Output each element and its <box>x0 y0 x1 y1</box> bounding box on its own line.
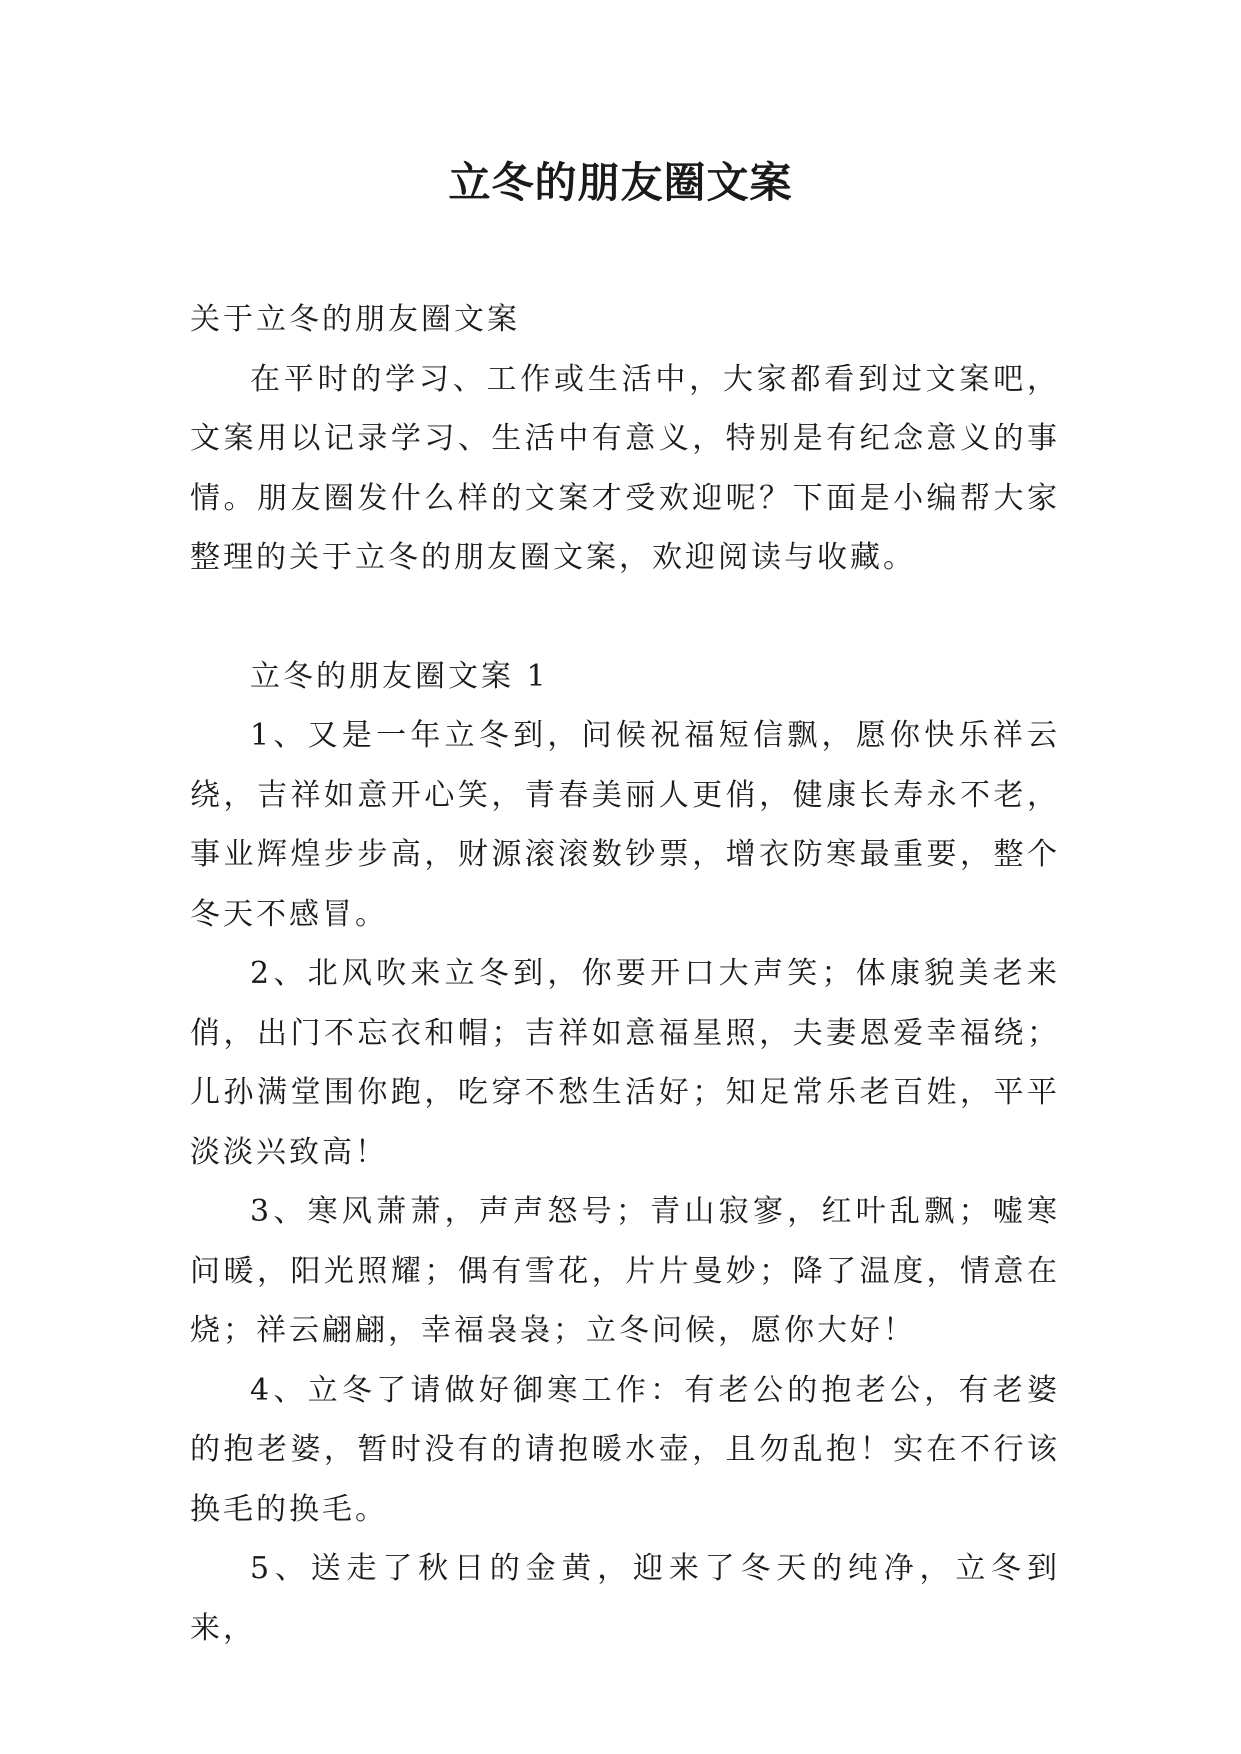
paragraph-spacer <box>190 588 1060 647</box>
list-item-1: 1、又是一年立冬到，问候祝福短信飘，愿你快乐祥云绕，吉祥如意开心笑，青春美丽人更俏，健康长寿永不老，事业辉煌步步高，财源滚滚数钞票，增衣防寒最重要，整个冬天不感冒。 <box>190 718 1060 932</box>
list-item-3: 3、寒风萧萧，声声怒号；青山寂寥，红叶乱飘；嘘寒问暖，阳光照耀；偶有雪花，片片曼妙；降了温度，情意在烧；祥云翩翩，幸福袅袅；立冬问候，愿你大好！ <box>190 1194 1060 1348</box>
intro-label: 关于立冬的朋友圈文案 <box>190 302 520 337</box>
list-item-2: 2、北风吹来立冬到，你要开口大声笑；体康貌美老来俏，出门不忘衣和帽；吉祥如意福星照，夫妻恩爱幸福绕；儿孙满堂围你跑，吃穿不愁生活好；知足常乐老百姓，平平淡淡兴致高！ <box>190 956 1060 1170</box>
intro-paragraph: 在平时的学习、工作或生活中，大家都看到过文案吧，文案用以记录学习、生活中有意义，特别是有纪念意义的事情。朋友圈发什么样的文案才受欢迎呢？下面是小编帮大家整理的关于立冬的朋友圈文案，欢迎阅读与收藏。 <box>190 361 1060 575</box>
list-item-4: 4、立冬了请做好御寒工作：有老公的抱老公，有老婆的抱老婆，暂时没有的请抱暖水壶，且勿乱抱！实在不行该换毛的换毛。 <box>190 1372 1060 1527</box>
document-title: 立冬的朋友圈文案 <box>448 158 793 207</box>
document-body <box>190 290 1060 1658</box>
section-heading: 立冬的朋友圈文案 1 <box>250 658 549 694</box>
list-item-5: 5、送走了秋日的金黄，迎来了冬天的纯净，立冬到来， <box>190 1551 1060 1646</box>
